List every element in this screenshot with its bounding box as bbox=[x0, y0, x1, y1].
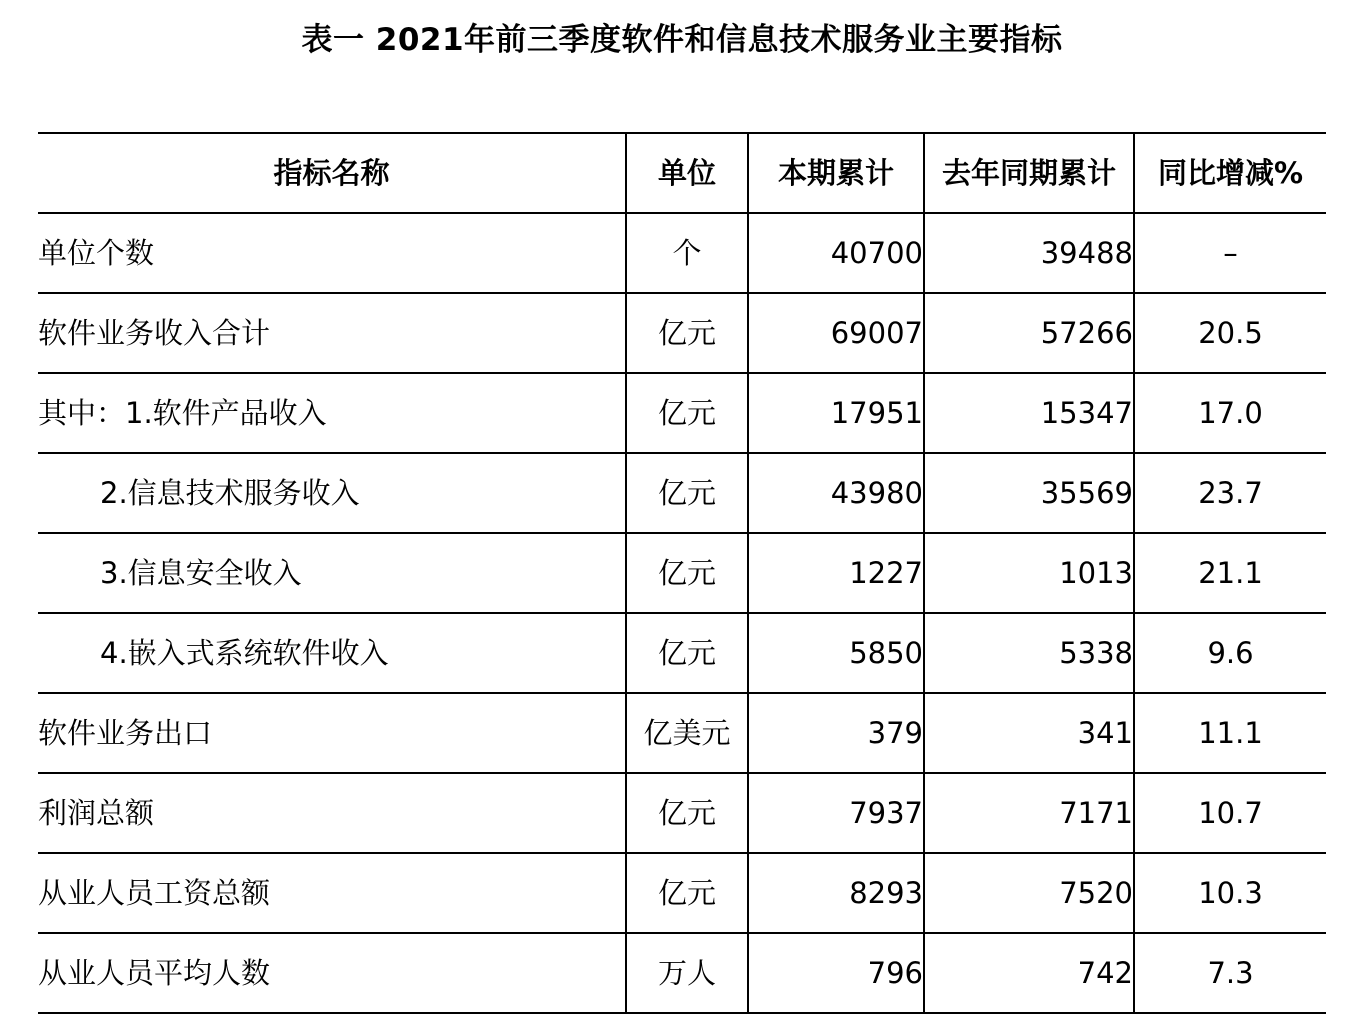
table-row bbox=[38, 213, 1326, 293]
table-row bbox=[38, 533, 1326, 613]
table-row bbox=[38, 933, 1326, 1013]
unit-cell: 亿元 bbox=[626, 293, 748, 373]
indicator-name-cell: 4.嵌入式系统软件收入 bbox=[38, 613, 626, 693]
unit-cell: 亿元 bbox=[626, 613, 748, 693]
previous-total-cell: 7171 bbox=[924, 773, 1134, 853]
indicator-name-cell: 2.信息技术服务收入 bbox=[38, 453, 626, 533]
current-total-cell: 8293 bbox=[748, 853, 924, 933]
yoy-change-cell: 9.6 bbox=[1134, 613, 1326, 693]
table-row bbox=[38, 773, 1326, 853]
indicator-name-cell: 单位个数 bbox=[38, 213, 626, 293]
yoy-change-cell: 11.1 bbox=[1134, 693, 1326, 773]
current-total-cell: 7937 bbox=[748, 773, 924, 853]
previous-total-cell: 15347 bbox=[924, 373, 1134, 453]
yoy-change-cell: 23.7 bbox=[1134, 453, 1326, 533]
current-total-cell: 17951 bbox=[748, 373, 924, 453]
header-previous-total: 去年同期累计 bbox=[924, 133, 1134, 213]
header-current-total: 本期累计 bbox=[748, 133, 924, 213]
table-row bbox=[38, 613, 1326, 693]
unit-cell: 亿元 bbox=[626, 373, 748, 453]
previous-total-cell: 7520 bbox=[924, 853, 1134, 933]
indicator-name-cell: 软件业务收入合计 bbox=[38, 293, 626, 373]
previous-total-cell: 39488 bbox=[924, 213, 1134, 293]
current-total-cell: 43980 bbox=[748, 453, 924, 533]
current-total-cell: 796 bbox=[748, 933, 924, 1013]
table-title: 表一 2021年前三季度软件和信息技术服务业主要指标 bbox=[301, 22, 1063, 58]
current-total-cell: 5850 bbox=[748, 613, 924, 693]
yoy-change-cell: 10.3 bbox=[1134, 853, 1326, 933]
current-total-cell: 69007 bbox=[748, 293, 924, 373]
current-total-cell: 379 bbox=[748, 693, 924, 773]
indicator-name-cell: 软件业务出口 bbox=[38, 693, 626, 773]
yoy-change-cell: 21.1 bbox=[1134, 533, 1326, 613]
table-header-row bbox=[38, 133, 1326, 213]
unit-cell: 亿美元 bbox=[626, 693, 748, 773]
table-row bbox=[38, 853, 1326, 933]
table-row bbox=[38, 373, 1326, 453]
previous-total-cell: 5338 bbox=[924, 613, 1134, 693]
unit-cell: 万人 bbox=[626, 933, 748, 1013]
previous-total-cell: 35569 bbox=[924, 453, 1134, 533]
indicators-table bbox=[38, 132, 1326, 1014]
unit-cell: 亿元 bbox=[626, 533, 748, 613]
yoy-change-cell: – bbox=[1134, 213, 1326, 293]
previous-total-cell: 1013 bbox=[924, 533, 1134, 613]
table-row bbox=[38, 693, 1326, 773]
unit-cell: 亿元 bbox=[626, 853, 748, 933]
yoy-change-cell: 7.3 bbox=[1134, 933, 1326, 1013]
yoy-change-cell: 20.5 bbox=[1134, 293, 1326, 373]
indicator-name-cell: 3.信息安全收入 bbox=[38, 533, 626, 613]
yoy-change-cell: 17.0 bbox=[1134, 373, 1326, 453]
unit-cell: 亿元 bbox=[626, 773, 748, 853]
unit-cell: 个 bbox=[626, 213, 748, 293]
indicator-name-cell: 从业人员工资总额 bbox=[38, 853, 626, 933]
table-row bbox=[38, 453, 1326, 533]
previous-total-cell: 341 bbox=[924, 693, 1134, 773]
indicator-name-cell: 其中：1.软件产品收入 bbox=[38, 373, 626, 453]
current-total-cell: 1227 bbox=[748, 533, 924, 613]
current-total-cell: 40700 bbox=[748, 213, 924, 293]
header-indicator-name: 指标名称 bbox=[38, 133, 626, 213]
yoy-change-cell: 10.7 bbox=[1134, 773, 1326, 853]
unit-cell: 亿元 bbox=[626, 453, 748, 533]
indicator-name-cell: 从业人员平均人数 bbox=[38, 933, 626, 1013]
indicator-name-cell: 利润总额 bbox=[38, 773, 626, 853]
previous-total-cell: 742 bbox=[924, 933, 1134, 1013]
header-yoy-change: 同比增减% bbox=[1134, 133, 1326, 213]
header-unit: 单位 bbox=[626, 133, 748, 213]
table-row bbox=[38, 293, 1326, 373]
previous-total-cell: 57266 bbox=[924, 293, 1134, 373]
